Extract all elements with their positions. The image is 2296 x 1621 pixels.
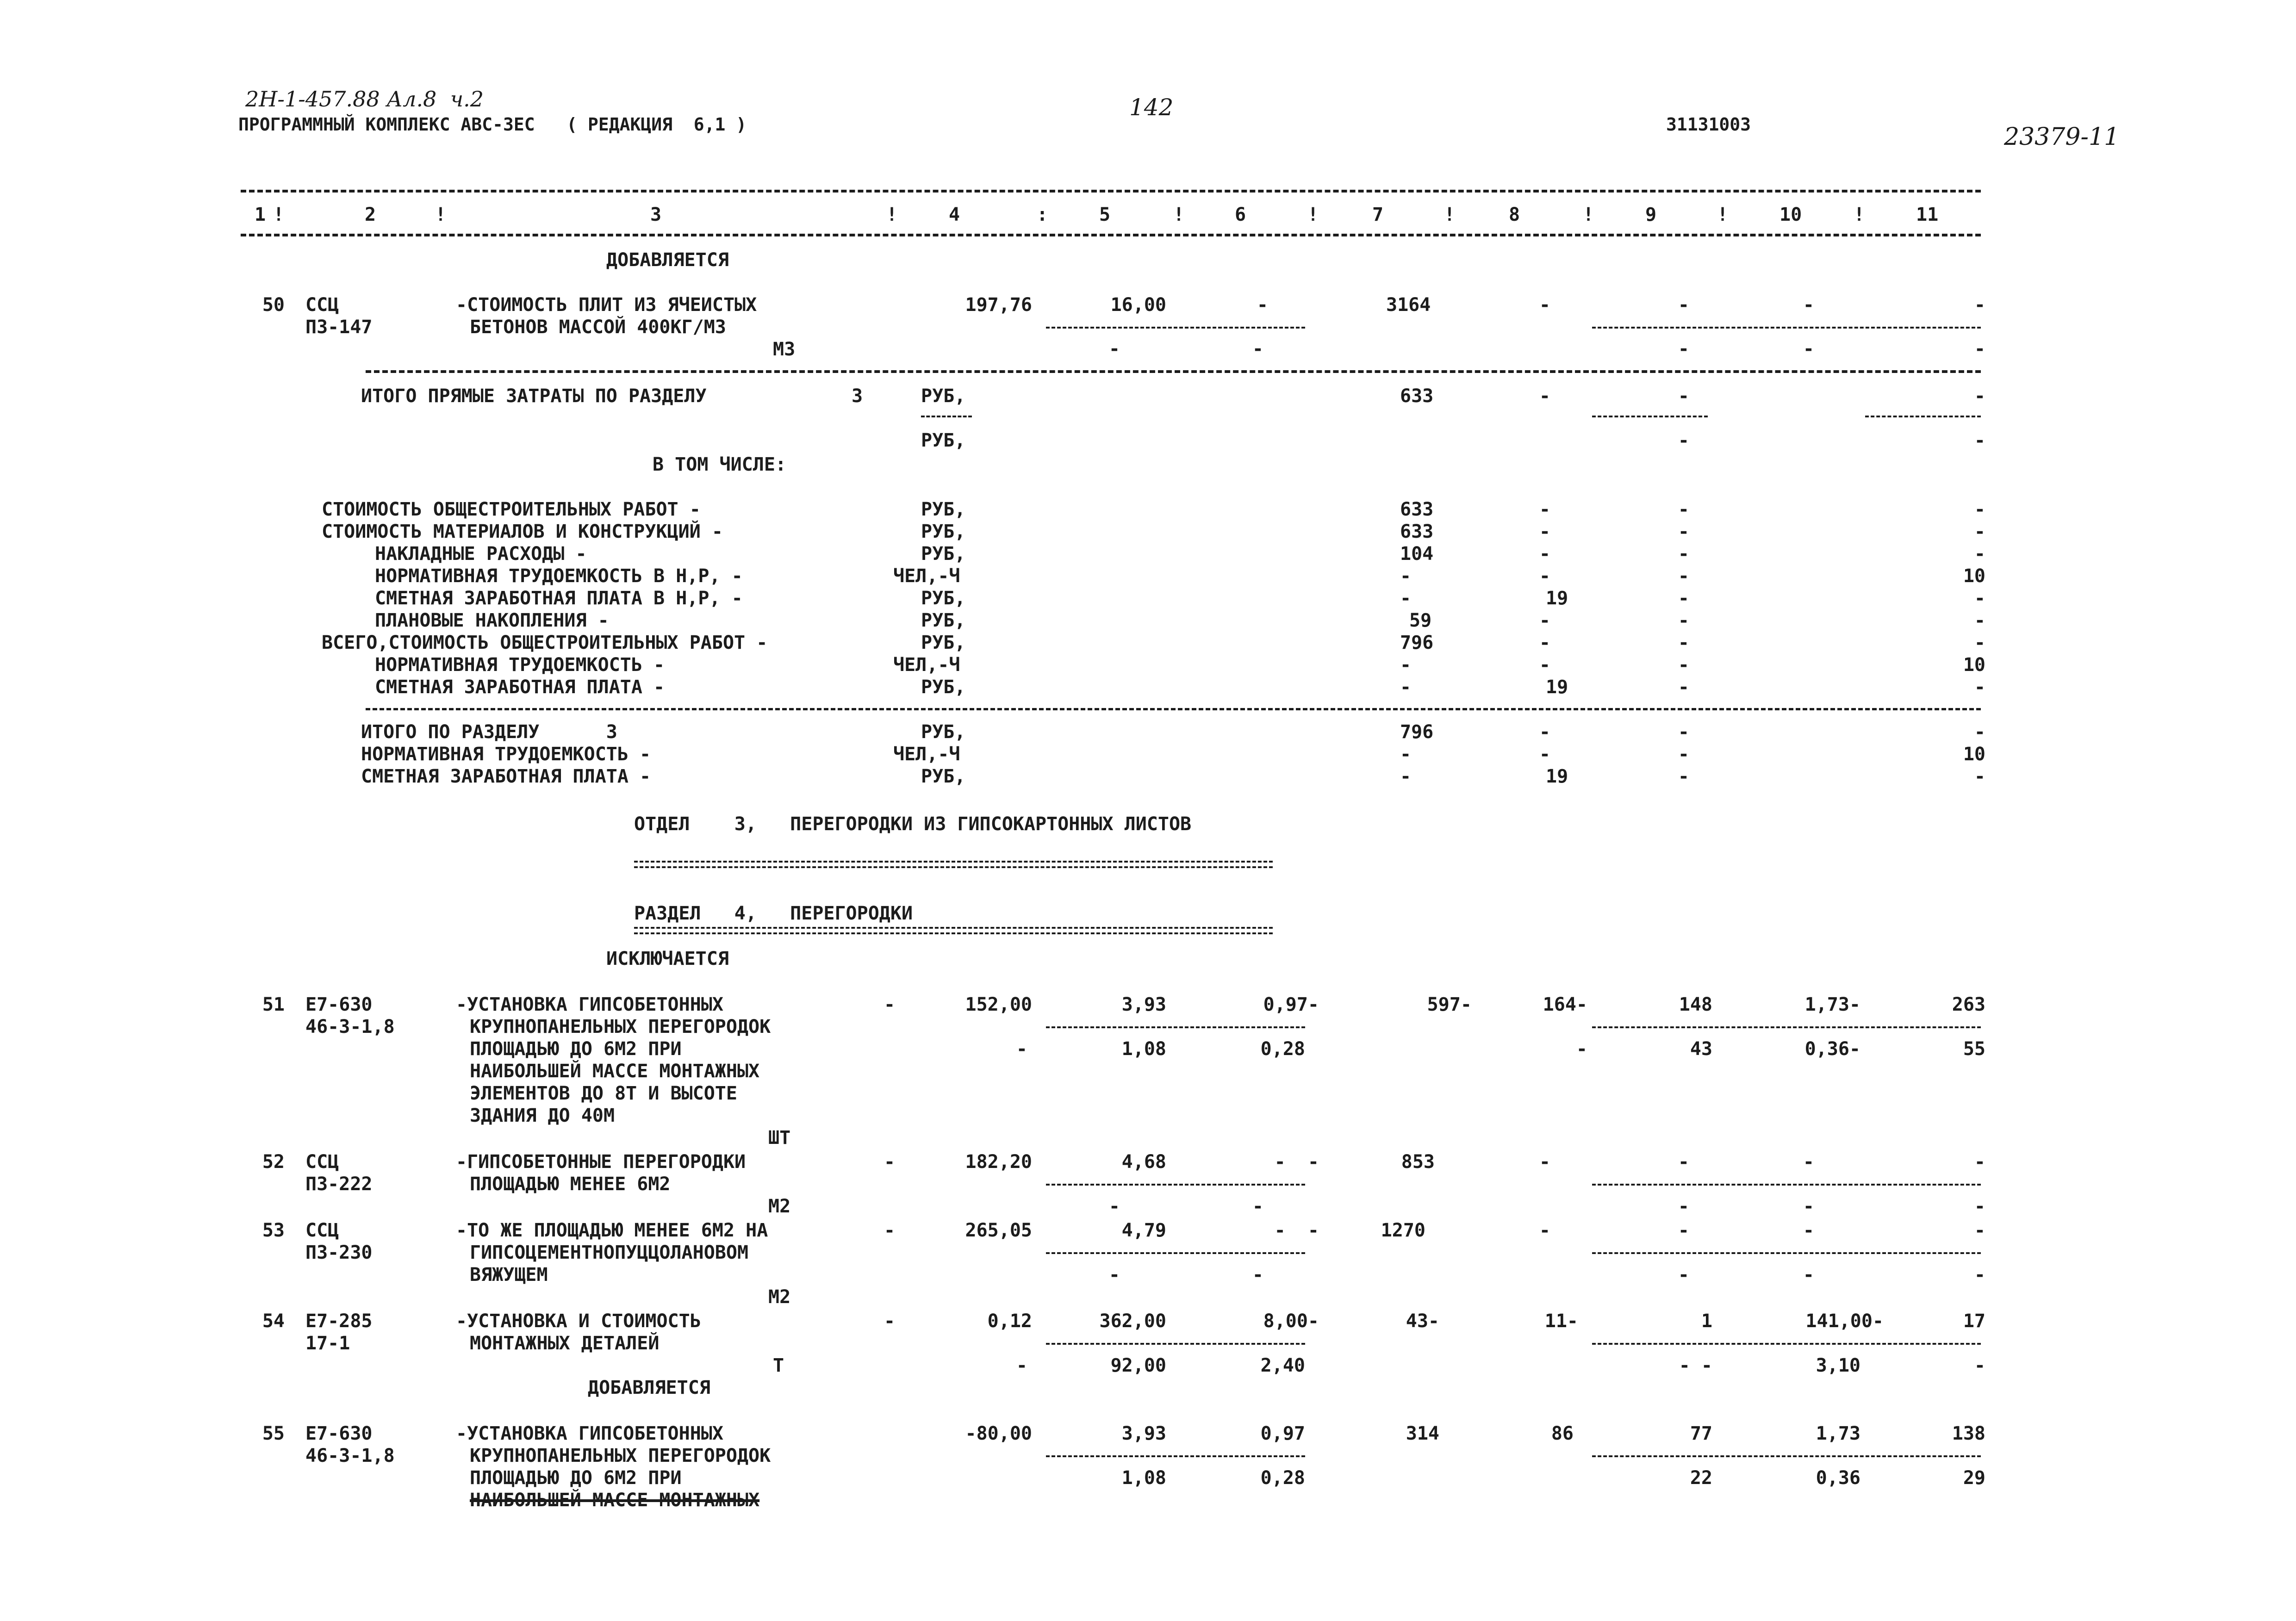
cell-c7: 796	[1400, 721, 1434, 743]
cell-c9: 148	[1679, 994, 1712, 1015]
unit-label: РУБ,	[921, 677, 966, 698]
cell-c10: 141,00-	[1805, 1310, 1884, 1332]
cell-c5: -	[1108, 1264, 1120, 1286]
cell-c6: -	[1257, 294, 1268, 316]
norm-code: 17-1	[305, 1333, 350, 1354]
cell-c11: -	[1974, 1220, 1985, 1241]
cell-c11: -	[1974, 543, 1985, 565]
cell-c8: -	[1539, 521, 1550, 542]
cell-c10: -	[1803, 1196, 1814, 1217]
heading-double-rule	[634, 861, 1273, 868]
column-number: 7	[1372, 204, 1384, 225]
cell-c7: 597-	[1427, 994, 1472, 1015]
unit-label: ЧЕЛ,-Ч	[893, 565, 960, 587]
cell-c11: -	[1974, 338, 1985, 360]
cell-c7: -	[1400, 677, 1412, 698]
added-heading: ДОБАВЛЯЕТСЯ	[606, 249, 729, 271]
work-description: КРУПНОПАНЕЛЬНЫХ ПЕРЕГОРОДОК	[470, 1445, 771, 1466]
cell-c11: 10	[1963, 744, 1985, 765]
cell-c7: 853	[1401, 1151, 1435, 1173]
column-number: 5	[1099, 204, 1111, 225]
cell-c8: -	[1539, 385, 1550, 407]
cell-c11: 10	[1963, 565, 1985, 587]
work-description: -СТОИМОСТЬ ПЛИТ ИЗ ЯЧЕИСТЫХ	[456, 294, 757, 316]
cell-c4: -80,00	[965, 1423, 1032, 1444]
work-description: -УСТАНОВКА ГИПСОБЕТОННЫХ	[456, 1423, 723, 1444]
cell-c9: -	[1678, 1151, 1689, 1173]
norm-code: 46-3-1,8	[305, 1445, 395, 1466]
column-number: 9	[1645, 204, 1657, 225]
cell-c5: 92,00	[1110, 1355, 1166, 1376]
cell-c11: -	[1974, 430, 1985, 451]
cell-c5: -	[1108, 338, 1120, 360]
cell-c9: -	[1678, 521, 1689, 542]
cell-c8: -	[1539, 543, 1550, 565]
cell-c9: -	[1678, 744, 1689, 765]
cell-c9: -	[1678, 677, 1689, 698]
cell-c8: -	[1576, 1038, 1587, 1060]
unit-label: РУБ,	[921, 430, 966, 451]
cell-c4: 182,20	[965, 1151, 1032, 1173]
cell-c6: -	[1252, 1264, 1263, 1286]
norm-code: Е7-630	[305, 994, 373, 1015]
cell-c8: -	[1539, 744, 1550, 765]
row-number: 53	[262, 1220, 285, 1241]
cell-c8: -	[1539, 654, 1550, 676]
cell-c10: -	[1803, 338, 1814, 360]
excluded-heading: ИСКЛЮЧАЕТСЯ	[606, 948, 729, 969]
cell-c10: -	[1803, 294, 1814, 316]
cell-c6: 0,97-	[1263, 994, 1319, 1015]
breakdown-label: НАКЛАДНЫЕ РАСХОДЫ -	[375, 543, 587, 565]
cell-c6: -	[1252, 1196, 1263, 1217]
cell-c9: - -	[1679, 1355, 1712, 1376]
cell-c8: 11-	[1544, 1310, 1578, 1332]
cell-c9: -	[1678, 1220, 1689, 1241]
work-description: БЕТОНОВ МАССОЙ 400КГ/М3	[470, 317, 726, 338]
work-description: ВЯЖУЩЕМ	[470, 1264, 548, 1286]
cell-c9: -	[1678, 385, 1689, 407]
cell-c7: 314	[1406, 1423, 1439, 1444]
cell-c10: 1,73	[1816, 1423, 1860, 1444]
cell-c11: 17	[1963, 1310, 1985, 1332]
cell-c11: -	[1974, 1355, 1985, 1376]
cell-c6: -	[1252, 338, 1263, 360]
column-number: 4	[949, 204, 960, 225]
cell-c11: -	[1974, 294, 1985, 316]
norm-code: Е7-285	[305, 1310, 373, 1332]
unit-label: ЧЕЛ,-Ч	[893, 654, 960, 676]
cell-c8: 164-	[1543, 994, 1587, 1015]
breakdown-label: СМЕТНАЯ ЗАРАБОТНАЯ ПЛАТА -	[375, 677, 665, 698]
cell-c8: -	[1539, 499, 1550, 520]
marker-dash: -	[884, 1310, 896, 1332]
work-description: -ТО ЖЕ ПЛОЩАДЬЮ МЕНЕЕ 6М2 НА	[456, 1220, 768, 1241]
including-heading: В ТОМ ЧИСЛЕ:	[653, 454, 786, 475]
cell-c11: 55	[1963, 1038, 1985, 1060]
cell-c6: 0,28	[1260, 1467, 1305, 1489]
cell-c5: 3,93	[1121, 1423, 1166, 1444]
unit-label: ШТ	[768, 1127, 791, 1149]
added-heading: ДОБАВЛЯЕТСЯ	[588, 1377, 710, 1398]
work-description: ГИПСОЦЕМЕНТНОПУЦЦОЛАНОВОМ	[470, 1242, 749, 1263]
cell-c9: -	[1678, 499, 1689, 520]
cell-c11: 263	[1952, 994, 1985, 1015]
cell-c10: 3,10	[1816, 1355, 1860, 1376]
cell-c6: - -	[1274, 1151, 1319, 1173]
cell-c9: -	[1678, 430, 1689, 451]
row-number: 54	[262, 1310, 285, 1332]
cell-c11: -	[1974, 385, 1985, 407]
cell-c8: 19	[1546, 766, 1568, 787]
cell-c7: 633	[1400, 499, 1434, 520]
section-heading: РАЗДЕЛ 4, ПЕРЕГОРОДКИ	[634, 903, 913, 924]
work-description: НАИБОЛЬШЕЙ МАССЕ МОНТАЖНЫХ	[470, 1490, 760, 1511]
row-number: 50	[262, 294, 285, 316]
cell-c7: -	[1400, 766, 1412, 787]
cell-c7: 633	[1400, 385, 1434, 407]
cell-c10: -	[1803, 1264, 1814, 1286]
cell-c9: -	[1678, 294, 1689, 316]
cell-c10: 1,73-	[1804, 994, 1860, 1015]
breakdown-label: СМЕТНАЯ ЗАРАБОТНАЯ ПЛАТА В Н,Р, -	[375, 588, 743, 609]
cell-c9: 1	[1701, 1310, 1712, 1332]
norm-code: ССЦ	[305, 1220, 339, 1241]
cell-c8: -	[1539, 632, 1550, 653]
cell-c11: -	[1974, 588, 1985, 609]
page-number: 142	[1129, 94, 1174, 121]
breakdown-label: СТОИМОСТЬ ОБЩЕСТРОИТЕЛЬНЫХ РАБОТ -	[322, 499, 701, 520]
cell-c8: -	[1539, 610, 1550, 631]
marker-dash: -	[884, 1151, 896, 1173]
totals-label: СМЕТНАЯ ЗАРАБОТНАЯ ПЛАТА -	[361, 766, 651, 787]
totals-label: ИТОГО ПРЯМЫЕ ЗАТРАТЫ ПО РАЗДЕЛУ	[361, 385, 707, 407]
cell-c9: -	[1678, 610, 1689, 631]
unit-label: РУБ,	[921, 499, 966, 520]
unit-label: РУБ,	[921, 385, 966, 407]
work-description: ЗДАНИЯ ДО 40М	[470, 1105, 615, 1126]
cell-c9: -	[1678, 766, 1689, 787]
cell-c7: 104	[1400, 543, 1434, 565]
cell-c6: - -	[1274, 1220, 1319, 1241]
cell-c4: 265,05	[965, 1220, 1032, 1241]
totals-label: ИТОГО ПО РАЗДЕЛУ 3	[361, 721, 617, 743]
cell-c9: 43	[1690, 1038, 1712, 1060]
work-description: НАИБОЛЬШЕЙ МАССЕ МОНТАЖНЫХ	[470, 1061, 760, 1082]
cell-c11: 29	[1963, 1467, 1985, 1489]
cell-c5: 16,00	[1110, 294, 1166, 316]
department-heading: ОТДЕЛ 3, ПЕРЕГОРОДКИ ИЗ ГИПСОКАРТОННЫХ ЛИСТОВ	[634, 814, 1192, 835]
breakdown-label: НОРМАТИВНАЯ ТРУДОЕМКОСТЬ -	[375, 654, 665, 676]
document-code: 2Н-1-457.88 Ал.8 ч.2	[245, 87, 484, 112]
column-number: 11	[1916, 204, 1939, 225]
breakdown-label: НОРМАТИВНАЯ ТРУДОЕМКОСТЬ В Н,Р, -	[375, 565, 743, 587]
cell-c4: 0,12	[987, 1310, 1032, 1332]
heading-double-rule	[634, 927, 1273, 934]
cell-c10: -	[1803, 1151, 1814, 1173]
cell-c5: 3,93	[1121, 994, 1166, 1015]
cell-c11: -	[1974, 1151, 1985, 1173]
cell-c8: -	[1539, 1151, 1550, 1173]
inventory-number: 23379-11	[2004, 123, 2120, 151]
norm-code: П3-230	[305, 1242, 373, 1263]
cell-c5: -	[1108, 1196, 1120, 1217]
column-number: 10	[1780, 204, 1802, 225]
cell-c9: 77	[1690, 1423, 1712, 1444]
cell-c7: 1270	[1381, 1220, 1425, 1241]
document-number: 31131003	[1666, 114, 1751, 135]
cell-c11: -	[1974, 521, 1985, 542]
cell-c11: 10	[1963, 654, 1985, 676]
norm-code: 46-3-1,8	[305, 1016, 395, 1037]
unit-label: РУБ,	[921, 521, 966, 542]
cell-c9: -	[1678, 543, 1689, 565]
cell-c8: -	[1539, 721, 1550, 743]
cell-c9: -	[1678, 632, 1689, 653]
work-description: -УСТАНОВКА И СТОИМОСТЬ	[456, 1310, 701, 1332]
cell-c8: -	[1539, 294, 1550, 316]
program-title: ПРОГРАММНЫЙ КОМПЛЕКС АВС-3ЕС ( РЕДАКЦИЯ 6,1 )	[238, 114, 747, 135]
work-description: МОНТАЖНЫХ ДЕТАЛЕЙ	[470, 1333, 660, 1354]
cell-c10: -	[1803, 1220, 1814, 1241]
row-number: 55	[262, 1423, 285, 1444]
cell-c10: 0,36	[1816, 1467, 1860, 1489]
unit-label: М3	[773, 339, 796, 360]
work-description: -УСТАНОВКА ГИПСОБЕТОННЫХ	[456, 994, 723, 1015]
column-number: 1	[255, 204, 266, 225]
cell-c4: 152,00	[965, 994, 1032, 1015]
work-description: ПЛОЩАДЬЮ ДО 6М2 ПРИ	[470, 1467, 682, 1489]
unit-label: ЧЕЛ,-Ч	[893, 744, 960, 765]
marker-dash: -	[884, 1220, 896, 1241]
cell-c11: -	[1974, 766, 1985, 787]
cell-c6: 8,00-	[1263, 1310, 1319, 1332]
cell-c11: -	[1974, 499, 1985, 520]
cell-c11: -	[1974, 1264, 1985, 1286]
unit-label: РУБ,	[921, 721, 966, 743]
column-number: 3	[650, 204, 662, 225]
table-top-rule	[241, 190, 1981, 193]
cell-c9: 22	[1690, 1467, 1712, 1489]
norm-code: П3-222	[305, 1174, 373, 1195]
cell-c9: -	[1678, 1264, 1689, 1286]
cell-c7: -	[1400, 744, 1412, 765]
norm-code: Е7-630	[305, 1423, 373, 1444]
cell-c7: 796	[1400, 632, 1434, 653]
section-rule	[366, 370, 1981, 373]
cell-c5: 362,00	[1099, 1310, 1166, 1332]
work-description: ЭЛЕМЕНТОВ ДО 8Т И ВЫСОТЕ	[470, 1083, 737, 1104]
unit-label: РУБ,	[921, 543, 966, 565]
cell-c9: -	[1678, 338, 1689, 360]
cell-c6: 0,97	[1260, 1423, 1305, 1444]
cell-c9: -	[1678, 721, 1689, 743]
cell-c7: -	[1400, 565, 1412, 587]
cell-c5: 1,08	[1121, 1467, 1166, 1489]
breakdown-label: ВСЕГО,СТОИМОСТЬ ОБЩЕСТРОИТЕЛЬНЫХ РАБОТ -	[322, 632, 768, 653]
norm-code: ССЦ	[305, 294, 339, 316]
cell-c7: 59	[1409, 610, 1432, 631]
cell-c4: -	[1016, 1038, 1027, 1060]
cell-c11: 138	[1952, 1423, 1985, 1444]
cell-c11: -	[1974, 677, 1985, 698]
cell-c4: 197,76	[965, 294, 1032, 316]
unit-label: РУБ,	[921, 588, 966, 609]
cell-c5: 4,68	[1121, 1151, 1166, 1173]
totals-label: НОРМАТИВНАЯ ТРУДОЕМКОСТЬ -	[361, 744, 651, 765]
work-description: ПЛОЩАДЬЮ МЕНЕЕ 6М2	[470, 1174, 671, 1195]
breakdown-label: СТОИМОСТЬ МАТЕРИАЛОВ И КОНСТРУКЦИЙ -	[322, 521, 723, 542]
cell-c9: -	[1678, 565, 1689, 587]
unit-label: М2	[768, 1196, 791, 1217]
unit-label: М2	[768, 1286, 791, 1308]
unit-label: РУБ,	[921, 632, 966, 653]
norm-code: ССЦ	[305, 1151, 339, 1173]
cell-c7: 633	[1400, 521, 1434, 542]
cell-c8: 19	[1546, 588, 1568, 609]
row-number: 51	[262, 994, 285, 1015]
work-description: КРУПНОПАНЕЛЬНЫХ ПЕРЕГОРОДОК	[470, 1016, 771, 1037]
work-description: ПЛОЩАДЬЮ ДО 6М2 ПРИ	[470, 1038, 682, 1060]
cell-c8: -	[1539, 1220, 1550, 1241]
norm-code: П3-147	[305, 317, 373, 338]
cell-c9: -	[1678, 1196, 1689, 1217]
row-number: 52	[262, 1151, 285, 1173]
section-rule	[366, 708, 1981, 710]
cell-c5: 1,08	[1121, 1038, 1166, 1060]
cell-c7: 43-	[1406, 1310, 1439, 1332]
cell-c7: -	[1400, 654, 1412, 676]
cell-c8: -	[1539, 565, 1550, 587]
cell-c4: -	[1016, 1355, 1027, 1376]
cell-c8: 86	[1551, 1423, 1574, 1444]
cell-c11: -	[1974, 632, 1985, 653]
cell-c11: -	[1974, 610, 1985, 631]
cell-c6: 2,40	[1260, 1355, 1305, 1376]
cell-c9: -	[1678, 654, 1689, 676]
cell-c8: 19	[1546, 677, 1568, 698]
cell-c10: 0,36-	[1804, 1038, 1860, 1060]
column-header-rule	[241, 234, 1981, 236]
breakdown-label: ПЛАНОВЫЕ НАКОПЛЕНИЯ -	[375, 610, 609, 631]
unit-label: Т	[773, 1355, 784, 1376]
section-number: 3	[852, 385, 863, 407]
unit-label: РУБ,	[921, 610, 966, 631]
cell-c11: -	[1974, 721, 1985, 743]
unit-label: РУБ,	[921, 766, 966, 787]
work-description: -ГИПСОБЕТОННЫЕ ПЕРЕГОРОДКИ	[456, 1151, 746, 1173]
column-number: 8	[1509, 204, 1520, 225]
cell-c9: -	[1678, 588, 1689, 609]
marker-dash: -	[884, 994, 896, 1015]
cell-c7: -	[1400, 588, 1412, 609]
column-number: 2	[365, 204, 376, 225]
column-number: 6	[1235, 204, 1246, 225]
cell-c7: 3164	[1386, 294, 1431, 316]
cell-c11: -	[1974, 1196, 1985, 1217]
cell-c6: 0,28	[1260, 1038, 1305, 1060]
cell-c5: 4,79	[1121, 1220, 1166, 1241]
